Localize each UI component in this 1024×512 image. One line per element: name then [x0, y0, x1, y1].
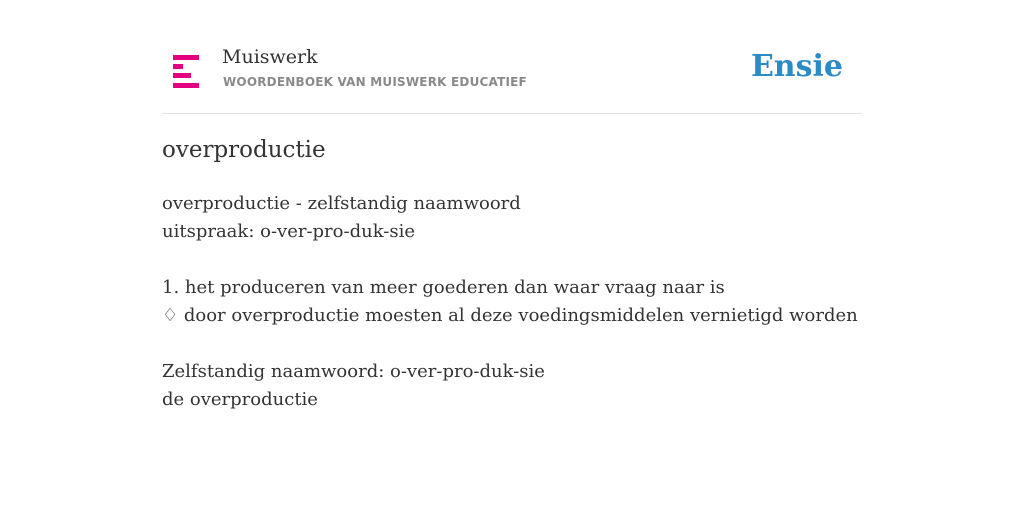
word-type-line: overproductie - zelfstandig naamwoord — [162, 193, 521, 214]
muiswerk-logo-icon[interactable] — [173, 55, 199, 88]
pronunciation-line: uitspraak: o-ver-pro-duk-sie — [162, 221, 416, 242]
entry-body — [162, 190, 862, 414]
ensie-logo[interactable]: Ensie — [750, 49, 843, 84]
brand-name[interactable]: Muiswerk — [222, 46, 318, 68]
brand-subtitle: WOORDENBOEK VAN MUISWERK EDUCATIEF — [223, 75, 527, 89]
header — [162, 44, 862, 114]
spacer — [162, 246, 862, 274]
definition-line: 1. het produceren van meer goederen dan waar vraag naar is — [162, 277, 725, 298]
spacer — [162, 330, 862, 358]
page-title: overproductie — [162, 137, 326, 163]
noun-syllable-line: Zelfstandig naamwoord: o-ver-pro-duk-sie — [162, 361, 545, 382]
example-line: ♢ door overproductie moesten al deze voedingsmiddelen vernietigd worden — [162, 305, 858, 326]
article-form-line: de overproductie — [162, 389, 318, 410]
